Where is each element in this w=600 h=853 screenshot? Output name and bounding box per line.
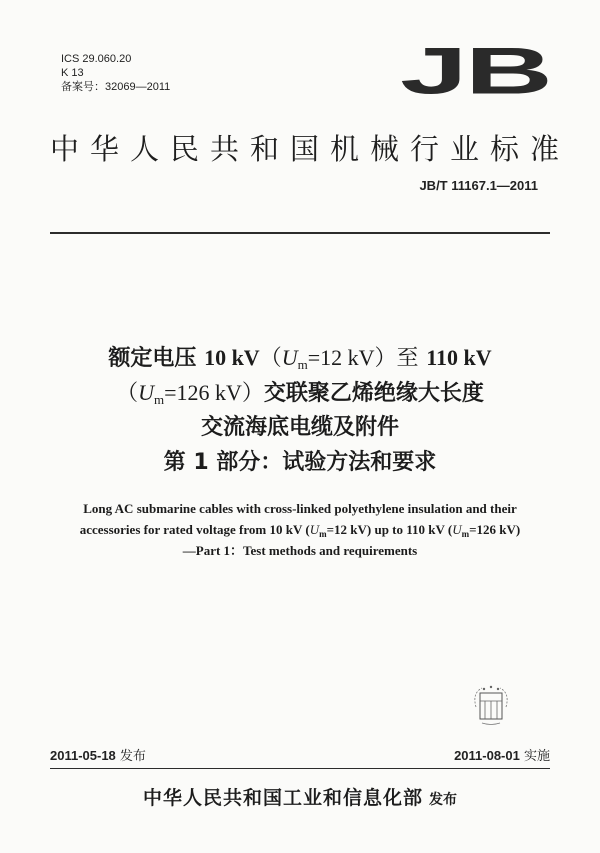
title-zh-voltage-text: =12 kV）至 xyxy=(307,345,419,370)
title-zh-um: U xyxy=(138,380,154,405)
class-code: K 13 xyxy=(61,67,84,79)
title-en-line-3: —Part 1：Test methods and requirements xyxy=(182,543,418,558)
title-en-text: =126 kV) xyxy=(469,522,521,537)
title-zh-um-sub: m xyxy=(297,357,308,372)
title-zh-um-sub: m xyxy=(153,392,165,407)
issue-date-label: 发布 xyxy=(119,749,146,764)
publisher xyxy=(0,783,600,810)
title-zh-voltage-max: 110 kV xyxy=(426,345,492,370)
implementation-date-label: 实施 xyxy=(523,749,550,764)
issue-date xyxy=(50,745,146,764)
title-zh-paren: （ xyxy=(116,380,139,405)
title-zh-line-1 xyxy=(0,343,600,380)
metadata-block xyxy=(61,52,170,94)
title-zh-paren: （ xyxy=(259,345,282,370)
implementation-date-value: 2011-08-01 xyxy=(454,748,520,763)
title-zh-line-4: 第 1 部分：试验方法和要求 xyxy=(163,450,437,475)
record-number: 备案号：32069—2011 xyxy=(61,81,171,93)
national-standard-title: 中华人民共和国机械行业标准 xyxy=(50,132,571,166)
title-en-text: =12 kV) up to 110 kV ( xyxy=(326,522,453,537)
title-zh-voltage-text: =126 kV） xyxy=(164,380,264,405)
ics-code: ICS 29.060.20 xyxy=(61,53,132,65)
title-en-um-sub: m xyxy=(319,529,327,539)
issue-date-value: 2011-05-18 xyxy=(50,748,116,763)
publisher-name: 中华人民共和国工业和信息化部 xyxy=(142,787,423,809)
title-zh-um: U xyxy=(281,345,298,370)
title-en-line-1: Long AC submarine cables with cross-linked polyethylene insulation and their xyxy=(83,501,517,516)
header-divider xyxy=(50,232,550,234)
standard-number-text: JB/T 11167.1—2011 xyxy=(419,178,538,193)
title-zh-text: 额定电压 xyxy=(108,346,197,371)
title-en-um: U xyxy=(452,522,462,537)
title-zh-line-3: 交流海底电缆及附件 xyxy=(200,415,399,440)
publisher-suffix: 发布 xyxy=(429,792,457,808)
footer-divider xyxy=(50,768,550,769)
jb-logo: JB xyxy=(400,34,550,108)
title-zh-voltage: 10 kV xyxy=(204,345,260,370)
implementation-date xyxy=(454,745,550,764)
publisher-seal-icon xyxy=(468,683,514,729)
title-en-text: accessories for rated voltage from 10 kV ( xyxy=(79,522,310,537)
standard-number xyxy=(419,178,538,193)
title-en-um-sub: m xyxy=(461,529,470,539)
title-en-um: U xyxy=(309,522,320,537)
title-zh-text: 交联聚乙烯绝缘大长度 xyxy=(263,381,484,406)
title-zh-line-2 xyxy=(0,378,600,415)
